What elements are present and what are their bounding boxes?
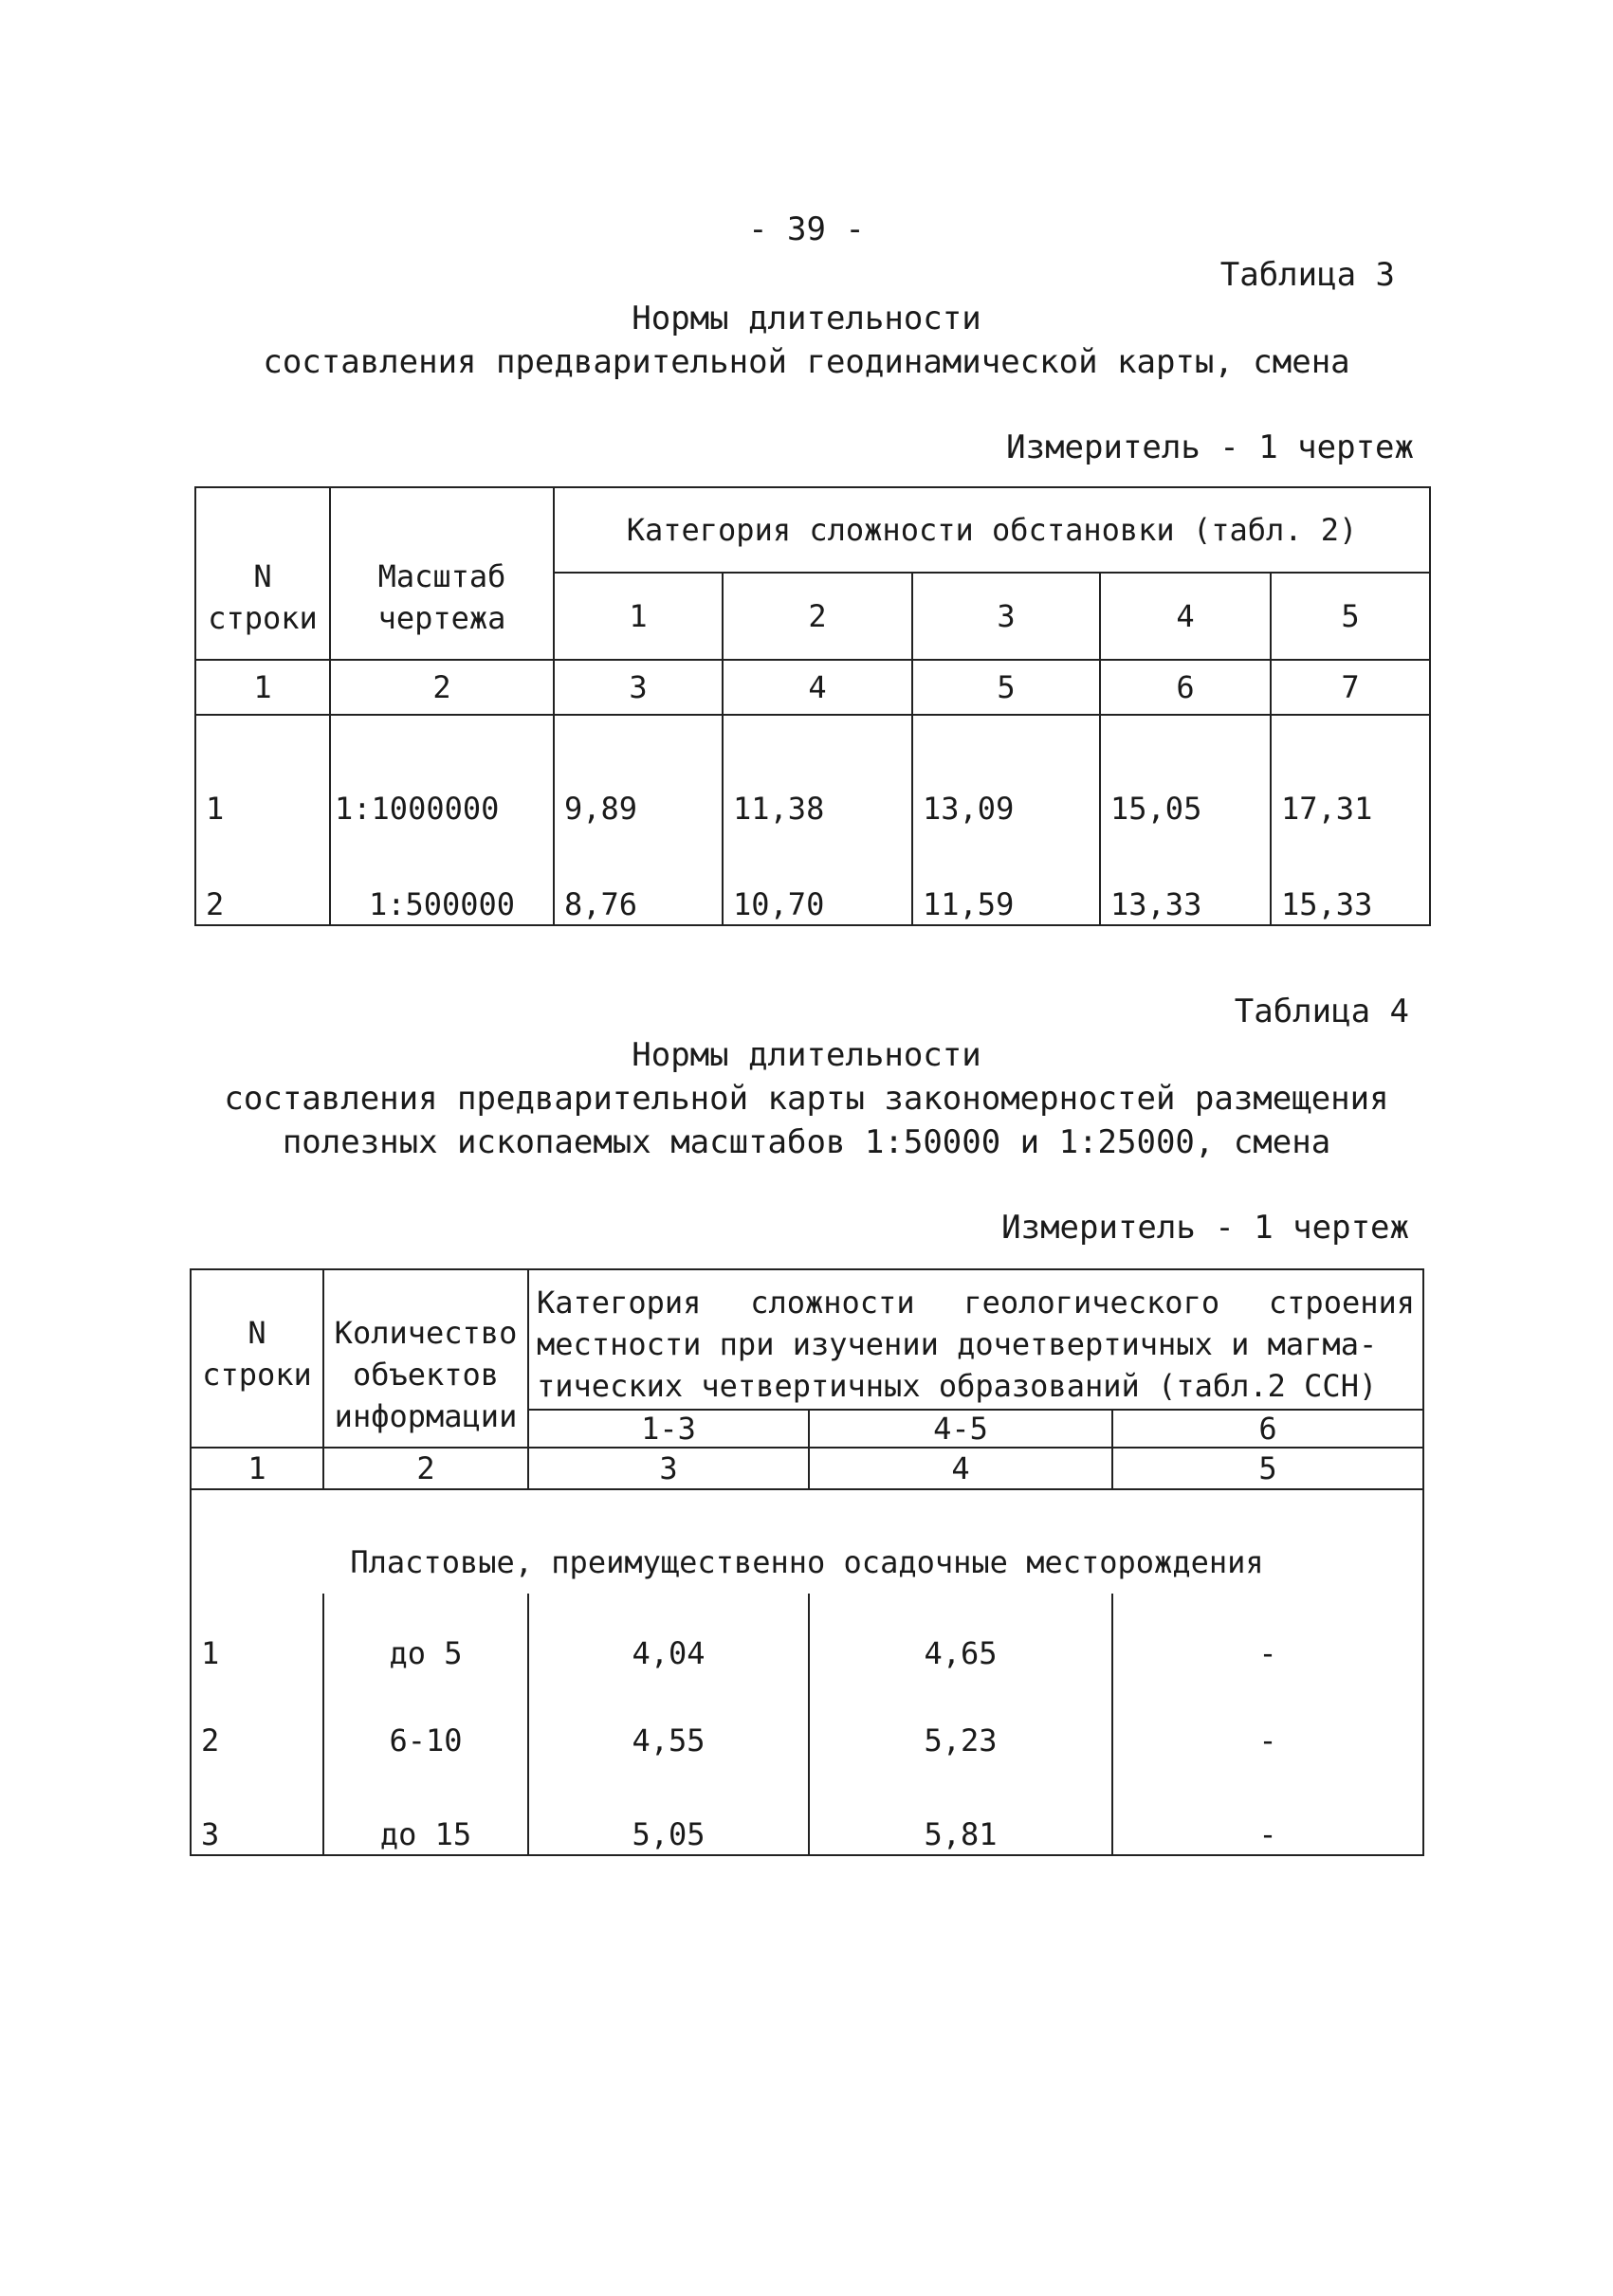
table4-row2-value-1: 4,55 — [528, 1681, 809, 1768]
table4-header-word-1: Категория — [537, 1285, 702, 1321]
table3-colnum-1: 1 — [195, 660, 330, 715]
table3-row1-value-4: 15,05 — [1100, 715, 1271, 838]
table4-row3-value-1: 5,05 — [528, 1768, 809, 1855]
table4-header-category-line3: тических четвертичных образований (табл.2 ССН) — [537, 1368, 1378, 1404]
table3-label: Таблица 3 — [1219, 256, 1395, 294]
table4-header-row-no-1: N — [247, 1315, 266, 1351]
table3-category-2: 2 — [723, 573, 912, 660]
table4-row3-count: до 15 — [323, 1768, 528, 1855]
table4-colnum-2: 2 — [323, 1448, 528, 1489]
table4-section-title: Пластовые, преимущественно осадочные месторождения — [191, 1489, 1423, 1594]
table3-header-row-no-1: N — [253, 558, 272, 594]
table4-row3-n: 3 — [191, 1768, 323, 1855]
table4-section-row — [191, 1489, 1423, 1594]
table-row — [191, 1768, 1423, 1855]
table3-row1-value-5: 17,31 — [1271, 715, 1430, 838]
table3-colnum-4: 4 — [723, 660, 912, 715]
table3-row2-value-3: 11,59 — [912, 838, 1100, 925]
table4-category-2: 4-5 — [809, 1410, 1112, 1448]
table3-header-scale-2: чертежа — [377, 600, 506, 636]
table4-header-word-2: сложности — [750, 1285, 915, 1321]
table4-colnum-4: 4 — [809, 1448, 1112, 1489]
table3-colnum-7: 7 — [1271, 660, 1430, 715]
table4-col-numbers — [191, 1448, 1423, 1489]
table3-header-row-no — [195, 487, 330, 660]
table4-category-1: 1-3 — [528, 1410, 809, 1448]
table4-label: Таблица 4 — [1234, 993, 1409, 1030]
table4-header-word-3: геологического — [963, 1285, 1220, 1321]
table3-header-scale-1: Масштаб — [377, 558, 506, 594]
table4-header-row-no-2: строки — [202, 1357, 312, 1393]
table-row — [195, 838, 1430, 925]
table4-row2-count: 6-10 — [323, 1681, 528, 1768]
table4-header-category-line2: местности при изучении дочетвертичных и магма- — [537, 1326, 1378, 1362]
table3-row2-value-5: 15,33 — [1271, 838, 1430, 925]
table3-row1-value-3: 13,09 — [912, 715, 1100, 838]
table3-row1-n: 1 — [195, 715, 330, 838]
table4-row1-count: до 5 — [323, 1594, 528, 1681]
table3-category-3: 3 — [912, 573, 1100, 660]
table4-header-category — [528, 1269, 1423, 1410]
table4-title-line1: Нормы длительности — [632, 1036, 981, 1074]
table3-colnum-5: 5 — [912, 660, 1100, 715]
table4-row1-value-1: 4,04 — [528, 1594, 809, 1681]
table4-header-row-no — [191, 1269, 323, 1448]
page-number: - 39 - — [748, 210, 865, 248]
table4-header-category-line1 — [529, 1282, 1422, 1323]
table4-row2-value-3: - — [1112, 1681, 1423, 1768]
table4-unit: Измеритель - 1 чертеж — [1001, 1209, 1409, 1247]
table3-title-line2: составления предварительной геодинамической карты, смена — [263, 343, 1350, 381]
table4-header-count-3: информации — [334, 1398, 518, 1434]
table4-row1-value-2: 4,65 — [809, 1594, 1112, 1681]
table3-col-numbers — [195, 660, 1430, 715]
table4-header-word-4: строения — [1268, 1285, 1416, 1321]
table3-row1-value-2: 11,38 — [723, 715, 912, 838]
table3-header-scale — [330, 487, 554, 660]
table3-colnum-3: 3 — [554, 660, 723, 715]
table3-header-row-no-2: строки — [208, 600, 318, 636]
table-row — [191, 1594, 1423, 1681]
table4-colnum-3: 3 — [528, 1448, 809, 1489]
table3-row2-value-1: 8,76 — [554, 838, 723, 925]
table4-header-count — [323, 1269, 528, 1448]
table-row — [191, 1681, 1423, 1768]
table3-row1-value-1: 9,89 — [554, 715, 723, 838]
table3-row2-n: 2 — [195, 838, 330, 925]
table3-row2-value-2: 10,70 — [723, 838, 912, 925]
table4-row2-n: 2 — [191, 1681, 323, 1768]
table3-unit: Измеритель - 1 чертеж — [1006, 428, 1414, 466]
table3-colnum-2: 2 — [330, 660, 554, 715]
table-row — [195, 715, 1430, 838]
table4-category-3: 6 — [1112, 1410, 1423, 1448]
table3-category-1: 1 — [554, 573, 723, 660]
table4-colnum-1: 1 — [191, 1448, 323, 1489]
table4-header-count-1: Количество — [334, 1315, 518, 1351]
table4-row3-value-2: 5,81 — [809, 1768, 1112, 1855]
table3-header-category: Категория сложности обстановки (табл. 2) — [554, 487, 1430, 573]
table3 — [194, 486, 1431, 926]
table4-header-count-2: объектов — [352, 1357, 500, 1393]
table3-category-5: 5 — [1271, 573, 1430, 660]
table4-row1-n: 1 — [191, 1594, 323, 1681]
table4 — [190, 1268, 1424, 1856]
table3-title-line1: Нормы длительности — [632, 300, 981, 337]
table4-row1-value-3: - — [1112, 1594, 1423, 1681]
table4-title-line3: полезных ископаемых масштабов 1:50000 и 1:25000, смена — [282, 1123, 1331, 1161]
table4-title-line2: составления предварительной карты закономерностей размещения — [224, 1080, 1389, 1118]
table4-row2-value-2: 5,23 — [809, 1681, 1112, 1768]
table3-row2-scale: 1:500000 — [330, 838, 554, 925]
table4-colnum-5: 5 — [1112, 1448, 1423, 1489]
table3-row1-scale: 1:1000000 — [330, 715, 554, 838]
table3-row2-value-4: 13,33 — [1100, 838, 1271, 925]
table3-colnum-6: 6 — [1100, 660, 1271, 715]
table4-row3-value-3: - — [1112, 1768, 1423, 1855]
table3-category-4: 4 — [1100, 573, 1271, 660]
